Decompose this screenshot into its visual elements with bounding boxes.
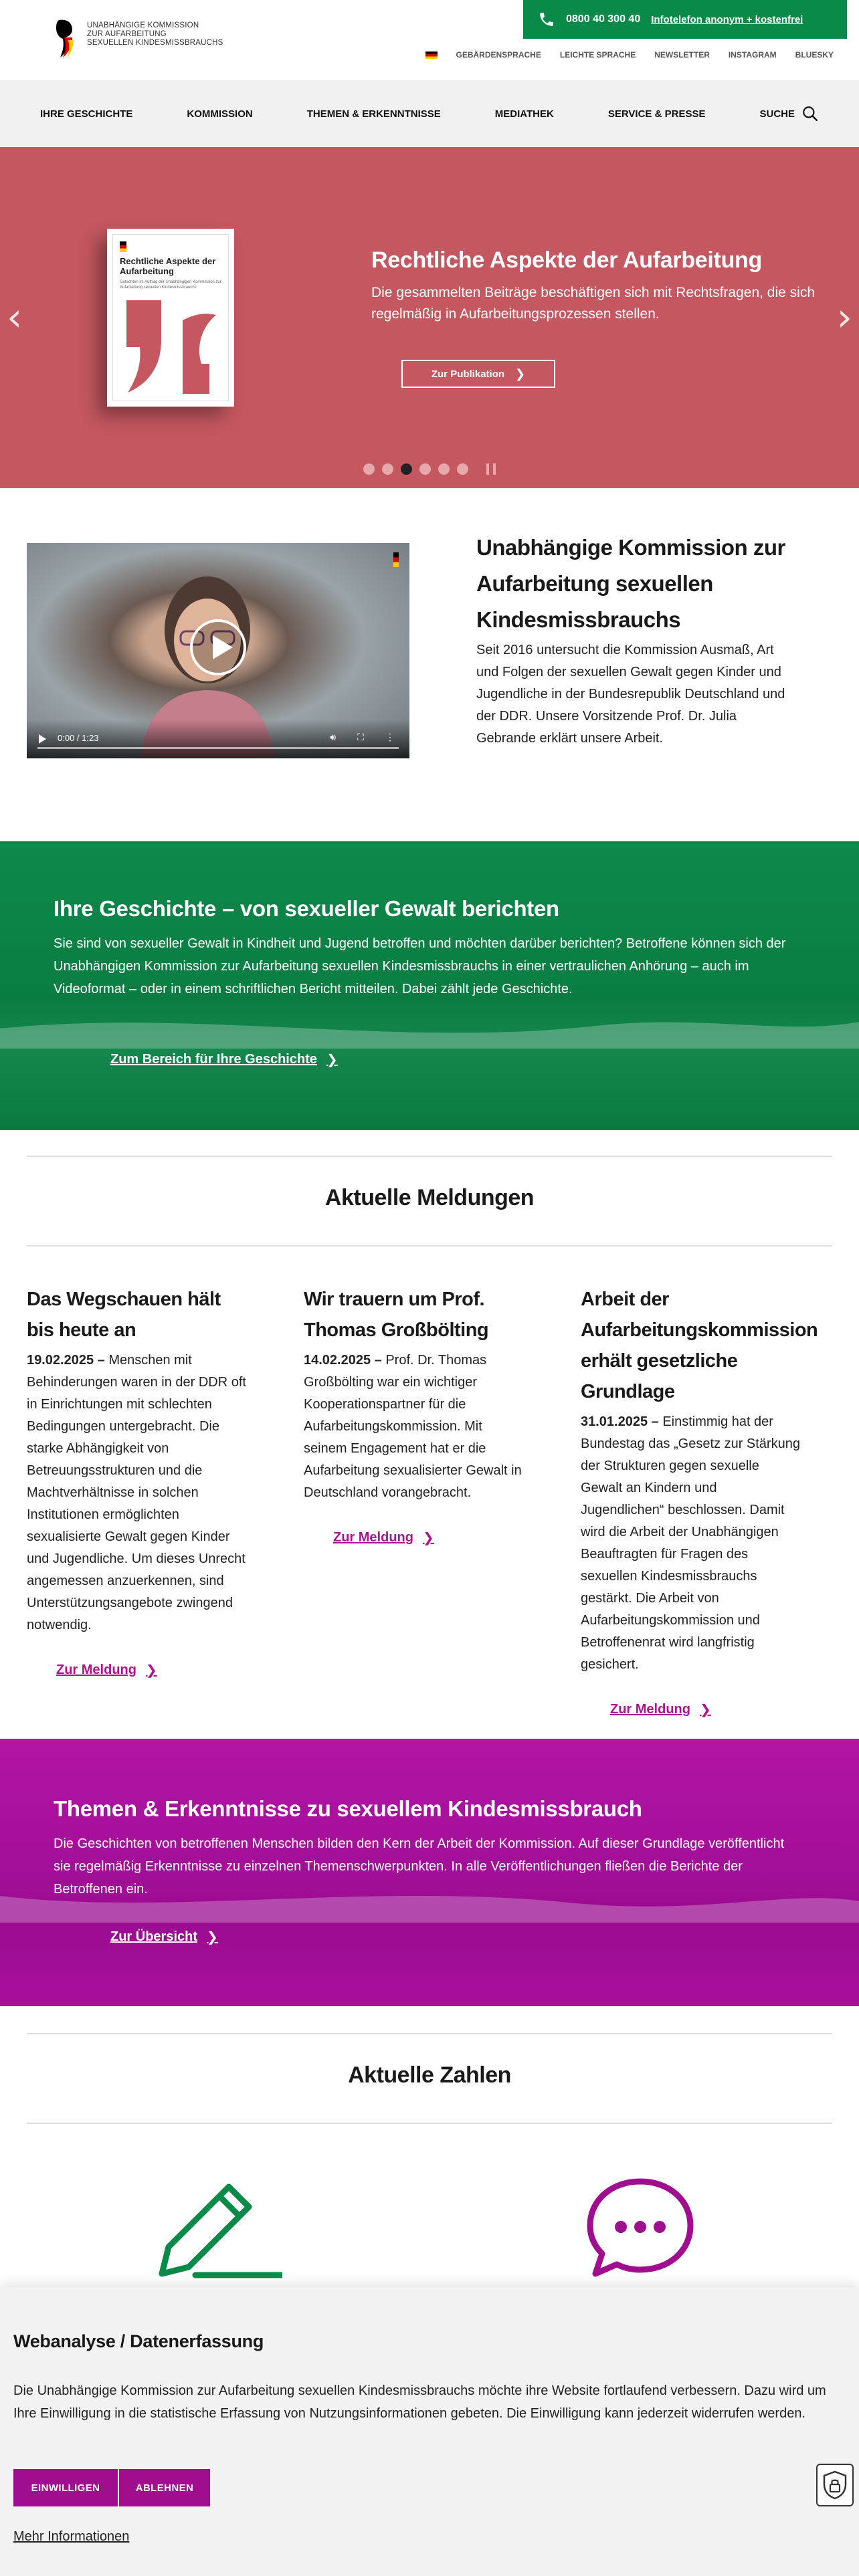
- site-header: [0, 0, 859, 80]
- news-text: Einstimmig hat der Bundestag das „Gesetz zur Stärkung der Strukturen gegen sexuelle Gewalt an Kindern und Jugendlichen“ beschlossen. Damit wird die Arbeit der Unabhängigen Beauftragten für Fragen des sexuellen Kindesmissbrauchs gestärkt. Die Arbeit von Aufarbeitungskommission und Betroffenenrat wird langfristig gesichert.: [581, 1414, 800, 1672]
- slider-dot[interactable]: [457, 463, 468, 475]
- themen-link[interactable]: [110, 1929, 218, 1945]
- news-text: Prof. Dr. Thomas Großbölting war ein wichtiger Kooperationspartner für die Aufarbeitungskommission. Mit seinem Engagement hat er die Aufarbeitung sexualisierter Gewalt in Deutschland vorangebracht.: [304, 1353, 522, 1500]
- news-link-label: Zur Meldung: [610, 1701, 690, 1717]
- nav-item-ihre-geschichte[interactable]: IHRE GESCHICHTE: [40, 108, 133, 120]
- video-controls: [27, 720, 409, 758]
- cookie-banner: [0, 2287, 859, 2576]
- more-options-icon[interactable]: ⋮: [385, 732, 395, 742]
- privacy-settings-button[interactable]: [816, 2464, 854, 2506]
- quote-mark-icon: [121, 300, 221, 394]
- intro-section: [0, 488, 859, 841]
- speech-bubble-icon: [583, 2173, 697, 2287]
- geschichte-link[interactable]: [110, 1051, 338, 1067]
- news-link[interactable]: [333, 1529, 524, 1545]
- news-link-label: Zur Meldung: [333, 1529, 413, 1545]
- logo-line-2: ZUR AUFARBEITUNG: [87, 30, 167, 38]
- intro-video[interactable]: [27, 543, 409, 758]
- news-date: 14.02.2025 –: [304, 1353, 382, 1368]
- slider-dot[interactable]: [363, 463, 375, 475]
- themen-band: [0, 1739, 859, 2006]
- chevron-right-icon: ❯: [422, 1529, 434, 1545]
- cover-subtitle: Gutachten im Auftrag der Unabhängigen Kommission zur Aufarbeitung sexuellen Kindesmissbrauchs: [120, 280, 221, 290]
- news-body: [27, 1350, 248, 1636]
- news-date: 31.01.2025 –: [581, 1414, 659, 1429]
- hero-description: Die gesammelten Beiträge beschäftigen sich mit Rechtsfragen, die sich regelmäßig in Aufarbeitungsprozessen stellen.: [371, 285, 815, 322]
- play-small-icon[interactable]: [39, 734, 46, 744]
- logo-mark-icon: [55, 17, 79, 59]
- logo-text: [87, 17, 223, 47]
- themen-text: Die Geschichten von betroffenen Menschen bilden den Kern der Arbeit der Kommission. Auf dieser Grundlage veröffentlicht sie regelmäßig Erkenntnisse zu einzelnen Themenschwerpunkten. In alle Veröffentlichungen fließen die Berichte der Betroffenen ein.: [54, 1836, 785, 1897]
- hero-slider: [0, 147, 859, 488]
- search-button[interactable]: [759, 105, 819, 122]
- phone-icon: [538, 11, 555, 28]
- band-wave-decoration: [0, 1008, 859, 1049]
- fullscreen-icon[interactable]: ⛶: [357, 732, 364, 742]
- cover-logo-icon: [120, 241, 126, 252]
- meta-link-newsletter[interactable]: NEWSLETTER: [654, 50, 710, 60]
- shield-lock-icon: [822, 2470, 848, 2500]
- logo-line-3: SEXUELLEN KINDESMISSBRAUCHS: [87, 39, 223, 47]
- slider-dot[interactable]: [419, 463, 431, 475]
- geschichte-text: Sie sind von sexueller Gewalt in Kindheit und Jugend betroffen und möchten darüber berichten? Betroffene können sich der Unabhängigen Kommission zur Aufarbeitung sexuellen Kindesmissbrauchs in einer vertraulichen Anhörung – auch im Videoformat – oder in einem schriftlichen Bericht mitteilen. Dabei zählt jede Geschichte.: [54, 936, 786, 996]
- slider-dot[interactable]: [438, 463, 450, 475]
- meta-link-instagram[interactable]: INSTAGRAM: [728, 50, 777, 60]
- news-title[interactable]: Arbeit der Aufarbeitungskommission erhält gesetzliche Grundlage: [581, 1289, 818, 1402]
- nav-item-service-presse[interactable]: SERVICE & PRESSE: [607, 108, 706, 120]
- nav-item-mediathek[interactable]: MEDIATHEK: [494, 108, 554, 120]
- volume-icon[interactable]: 🔊︎: [330, 732, 336, 742]
- cookie-more-info-link[interactable]: Mehr Informationen: [13, 2529, 130, 2544]
- site-logo[interactable]: [55, 17, 223, 59]
- chevron-right-icon: ❯: [207, 1929, 218, 1945]
- chevron-right-icon: ❯: [699, 1701, 711, 1717]
- hotline-note: Infotelefon anonym + kostenfrei: [651, 13, 803, 25]
- german-flag-icon[interactable]: [425, 51, 438, 59]
- geschichte-link-label: Zum Bereich für Ihre Geschichte: [110, 1051, 317, 1067]
- news-body: [581, 1411, 801, 1676]
- themen-link-label: Zur Übersicht: [110, 1929, 198, 1944]
- news-item: [304, 1284, 524, 1545]
- slider-dot-active[interactable]: [401, 463, 412, 475]
- news-title[interactable]: Das Wegschauen hält bis heute an: [27, 1289, 221, 1341]
- nav-item-kommission[interactable]: KOMMISSION: [187, 108, 253, 120]
- news-title[interactable]: Wir trauern um Prof. Thomas Großbölting: [304, 1289, 489, 1341]
- news-text: Menschen mit Behinderungen waren in der DDR oft in Einrichtungen mit schlechten Bedingungen untergebracht. Die starke Abhängigkeit von Betreuungsstrukturen und die Machtverhältnisse in solchen Institutionen ermöglichten sexualisierte Gewalt gegen Kinder und Jugendliche. Um dieses Unrecht angemessen anzuerkennen, sind Unterstützungsangebote zwingend notwendig.: [27, 1353, 246, 1632]
- slider-dots: [363, 463, 496, 475]
- cookie-decline-button[interactable]: ABLEHNEN: [119, 2469, 210, 2506]
- cookie-accept-button[interactable]: EINWILLIGEN: [13, 2469, 118, 2506]
- meta-nav: [425, 50, 834, 60]
- news-item: [27, 1284, 248, 1678]
- news-link[interactable]: [56, 1662, 248, 1678]
- news-item: [581, 1284, 818, 1717]
- ihre-geschichte-band: [0, 841, 859, 1130]
- publication-button-label: Zur Publikation: [431, 368, 505, 380]
- news-body: [304, 1350, 524, 1504]
- meta-link-leichte-sprache[interactable]: LEICHTE SPRACHE: [559, 50, 636, 60]
- slider-dot[interactable]: [382, 463, 393, 475]
- search-icon: [801, 105, 819, 122]
- play-icon[interactable]: [190, 619, 246, 675]
- pencil-icon: [149, 2173, 282, 2287]
- geschichte-title: Ihre Geschichte – von sexueller Gewalt berichten: [54, 896, 559, 921]
- meta-link-bluesky[interactable]: BLUESKY: [795, 50, 834, 60]
- divider: [27, 2123, 832, 2124]
- slider-next-arrow-icon[interactable]: ›: [836, 294, 852, 340]
- cookie-title: Webanalyse / Datenerfassung: [13, 2331, 264, 2351]
- video-progress-bar[interactable]: [37, 747, 399, 749]
- intro-title: Unabhängige Kommission zur Aufarbeitung sexuellen Kindesmissbrauchs: [476, 535, 785, 632]
- chevron-right-icon: ❯: [515, 366, 526, 381]
- hotline-button[interactable]: [523, 0, 847, 39]
- video-logo-mark-icon: [393, 552, 399, 567]
- news-heading: Aktuelle Meldungen: [324, 1185, 535, 1210]
- hotline-number: 0800 40 300 40: [566, 13, 641, 25]
- chevron-right-icon: ❯: [145, 1662, 157, 1678]
- video-time: 0:00 / 1:23: [58, 733, 99, 743]
- meta-link-gebaerdensprache[interactable]: GEBÄRDENSPRACHE: [456, 50, 541, 60]
- news-link[interactable]: [610, 1701, 801, 1717]
- hero-title: Rechtliche Aspekte der Aufarbeitung: [371, 247, 762, 273]
- publication-cover[interactable]: [107, 229, 234, 407]
- search-label: SUCHE: [759, 108, 795, 120]
- themen-title: Themen & Erkenntnisse zu sexuellem Kindesmissbrauch: [54, 1796, 642, 1821]
- pause-icon[interactable]: [486, 463, 496, 475]
- logo-line-1: UNABHÄNGIGE KOMMISSION: [87, 21, 199, 29]
- divider: [27, 1245, 832, 1247]
- publication-button[interactable]: [401, 360, 555, 388]
- nav-item-themen[interactable]: THEMEN & ERKENNTNISSE: [306, 108, 441, 120]
- main-nav: [0, 80, 859, 147]
- chevron-right-icon: ❯: [326, 1051, 338, 1067]
- cover-title: Rechtliche Aspekte der Aufarbeitung: [120, 256, 216, 276]
- intro-text: Seit 2016 untersucht die Kommission Ausmaß, Art und Folgen der sexuellen Gewalt gegen Kinder und Jugendliche in der Bundesrepublik Deutschland und der DDR. Unsere Vorsitzende Prof. Dr. Julia Gebrande erklärt unsere Arbeit.: [476, 643, 785, 746]
- cookie-text: Die Unabhängige Kommission zur Aufarbeitung sexuellen Kindesmissbrauchs möchte ihre Website fortlaufend verbessern. Dazu wird um Ihre Einwilligung in die statistische Erfassung von Nutzungsinformationen gebeten. Die Einwilligung kann jederzeit widerrufen werden.: [13, 2383, 826, 2421]
- news-date: 19.02.2025 –: [27, 1353, 105, 1368]
- news-link-label: Zur Meldung: [56, 1662, 136, 1677]
- slider-prev-arrow-icon[interactable]: ‹: [7, 294, 23, 340]
- divider: [27, 2033, 832, 2034]
- divider: [27, 1156, 832, 1157]
- zahlen-heading: Aktuelle Zahlen: [348, 2062, 511, 2088]
